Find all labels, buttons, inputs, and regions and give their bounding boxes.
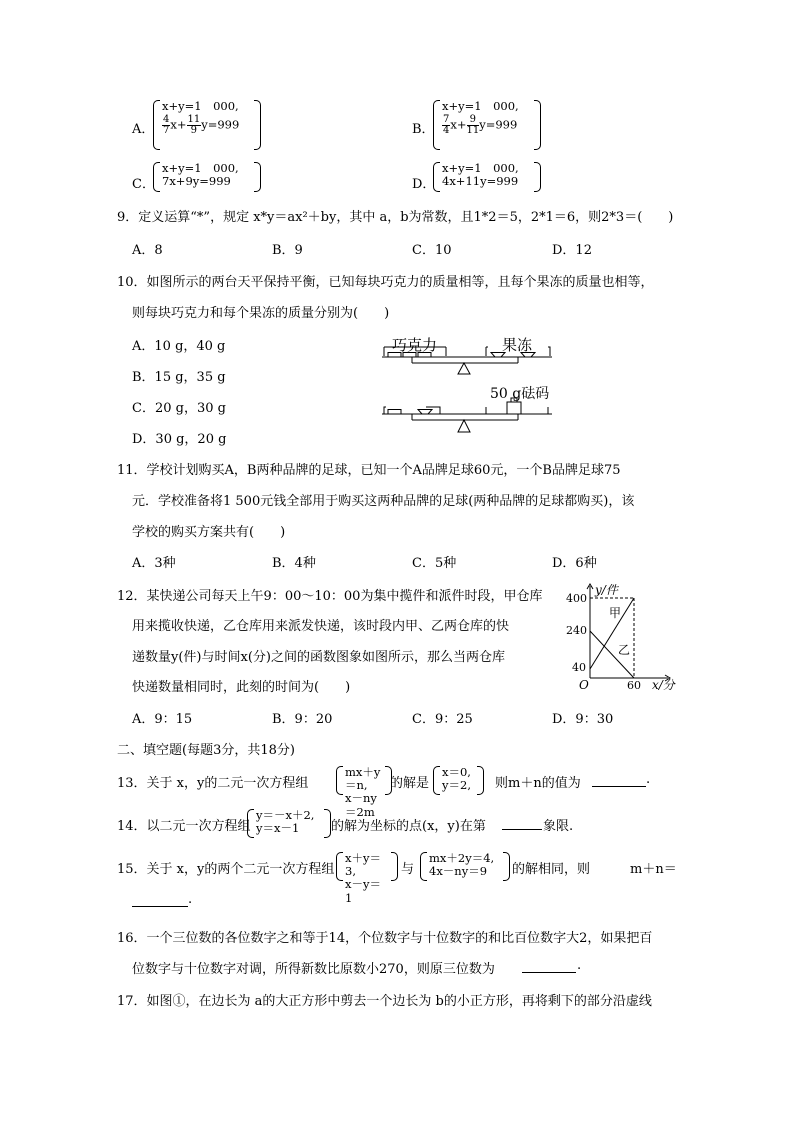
q10-option-a: A．10 g，40 g	[132, 339, 226, 354]
chocolate-label: 巧克力	[392, 336, 438, 354]
fraction-numerator: 9	[467, 115, 480, 126]
equation-line: x+y=1 000,	[162, 161, 239, 175]
q15-end: .	[188, 892, 193, 907]
q10-line-2: 则每块巧克力和每个果冻的质量分别为( )	[132, 306, 390, 321]
q16-answer-blank[interactable]	[522, 972, 576, 973]
weight-label: 50 g砝码	[490, 386, 550, 402]
q9-option-a: A．8	[132, 243, 163, 258]
q16-end: .	[577, 958, 582, 973]
q9-option-d: D．12	[552, 243, 592, 258]
section-2-heading: 二、填空题(每题3分，共18分)	[117, 743, 295, 758]
q14-system	[247, 809, 331, 838]
q9-option-b: B．9	[272, 243, 303, 258]
q15-tail: m＋n＝	[630, 862, 677, 877]
q14-suffix: 的解为坐标的点(x，y)在第	[331, 819, 486, 834]
y-tick-40: 40	[572, 661, 586, 674]
equation-line: y＝x－1	[256, 821, 300, 836]
series-yi-label: 乙	[618, 643, 631, 657]
q13-prefix: 13．关于 x，y的二元一次方程组	[117, 776, 309, 791]
equation-line: y＝－x＋2,	[256, 808, 315, 822]
q11-option-d: D．6种	[552, 556, 597, 571]
q16-line-2: 位数字与十位数字对调，所得新数比原数小270，则原三位数为	[132, 962, 495, 977]
fraction-denominator: 4	[443, 125, 450, 137]
q11-option-b: B．4种	[272, 556, 316, 571]
equation-line: x+y=1 000,	[442, 99, 519, 113]
q12-function-graph	[562, 582, 687, 694]
fraction-numerator: 7	[443, 114, 450, 126]
q14-end: 象限.	[543, 819, 574, 834]
q12-option-d: D．9：30	[552, 712, 614, 727]
q14-prefix: 14．以二元一次方程组	[117, 819, 251, 834]
q8-option-a-label: A．	[132, 122, 155, 137]
q12-line-4: 快递数量相同时，此刻的时间为( )	[132, 680, 351, 695]
equation-line: x－y＝1	[345, 877, 381, 905]
equation-line: x－ny＝2m	[345, 791, 377, 819]
equation-part: x+	[450, 117, 467, 132]
q11-line-1: 11．学校计划购买A，B两种品牌的足球，已知一个A品牌足球60元，一个B品牌足球75	[117, 463, 621, 478]
q12-option-c: C．9：25	[412, 712, 473, 727]
equation-line: 4x+11y=999	[442, 174, 519, 189]
q11-line-2: 元．学校准备将1 500元钱全部用于购买这两种品牌的足球(两种品牌的足球都购买)，该	[132, 494, 635, 509]
equation-part: x+	[170, 117, 187, 132]
equation-part: y=999	[201, 117, 240, 132]
fraction-denominator: 9	[190, 125, 198, 137]
q8-option-c-label: C．	[132, 177, 155, 192]
q12-line-1: 12．某快递公司每天上午9：00～10：00为集中揽件和派件时段，甲仓库	[117, 589, 543, 604]
q15-system-1	[336, 851, 398, 905]
q16-line-1: 16．一个三位数的各位数字之和等于14，个位数字与十位数字的和比百位数字大2，如果把百	[117, 931, 653, 946]
q15-middle: 与	[401, 862, 415, 877]
q8-option-c-system	[153, 162, 261, 192]
equation-line: 4x－ny＝9	[429, 864, 488, 879]
y-tick-400: 400	[566, 592, 587, 605]
x-tick-60: 60	[627, 679, 641, 692]
equation-line: x+y=1 000,	[442, 161, 519, 175]
q8-option-a-system	[153, 100, 261, 150]
q11-line-3: 学校的购买方案共有( )	[132, 525, 286, 540]
y-axis-label: y/件	[595, 583, 618, 597]
fraction-numerator: 11	[187, 114, 201, 126]
equation-line: mx＋y＝n,	[345, 765, 381, 793]
q11-option-a: A．3种	[132, 556, 176, 571]
q10-option-b: B．15 g，35 g	[132, 370, 226, 385]
q12-option-b: B．9：20	[272, 712, 333, 727]
q8-option-b-system	[433, 100, 541, 150]
origin-label: O	[579, 678, 589, 692]
q13-middle: 的解是	[390, 776, 430, 791]
x-axis-label: x/分	[652, 678, 675, 692]
q9-stem: 9．定义运算“*”，规定 x*y＝ax²＋by，其中 a，b为常数，且1*2＝5，2*1＝6，则2*3＝( )	[117, 210, 674, 225]
equation-line: x+y=1 000,	[162, 99, 239, 113]
equation-line: x＝0,	[442, 765, 471, 779]
q8-option-d-label: D．	[412, 177, 436, 192]
q10-option-d: D．30 g，20 g	[132, 432, 227, 447]
q13-answer-blank[interactable]	[592, 786, 646, 787]
fraction-denominator: 7	[163, 125, 170, 137]
q12-line-3: 递数量y(件)与时间x(分)之间的函数图象如图所示，那么当两仓库	[132, 650, 505, 665]
series-jia-label: 甲	[609, 606, 622, 620]
equation-line: x＋y＝3,	[345, 851, 381, 879]
q8-option-d-system	[433, 162, 541, 192]
balance-scales-figure	[378, 334, 558, 440]
equation-line: mx＋2y＝4,	[429, 851, 495, 865]
equation-line: 7x+9y=999	[162, 174, 231, 189]
q10-line-1: 10．如图所示的两台天平保持平衡，已知每块巧克力的质量相等，且每个果冻的质量也相等，	[117, 275, 654, 290]
q8-option-b-label: B．	[412, 122, 435, 137]
q11-option-c: C．5种	[412, 556, 457, 571]
equation-line: y＝2,	[442, 778, 471, 793]
q13-system-1	[336, 765, 392, 819]
q15-answer-blank[interactable]	[132, 906, 188, 907]
fraction-denominator: 11	[466, 125, 480, 137]
q9-option-c: C．10	[412, 243, 452, 258]
q12-line-2: 用来揽收快递，乙仓库用来派发快递，该时段内甲、乙两仓库的快	[132, 619, 510, 634]
y-tick-240: 240	[566, 624, 587, 637]
q13-system-2	[433, 766, 484, 795]
q15-suffix: 的解相同，则	[512, 862, 591, 877]
fraction-numerator: 4	[163, 114, 170, 126]
q10-option-c: C．20 g，30 g	[132, 401, 226, 416]
q12-option-a: A．9：15	[132, 712, 193, 727]
q17-line-1: 17．如图①，在边长为 a的大正方形中剪去一个边长为 b的小正方形，再将剩下的部分沿虚线	[117, 994, 652, 1009]
q15-prefix: 15．关于 x，y的两个二元一次方程组	[117, 862, 335, 877]
q13-end: .	[646, 772, 651, 787]
q13-suffix: 则m＋n的值为	[495, 776, 581, 791]
q15-system-2	[420, 852, 510, 881]
q14-answer-blank[interactable]	[502, 829, 542, 830]
equation-part: y=999	[479, 117, 518, 132]
jelly-label: 果冻	[502, 336, 533, 354]
